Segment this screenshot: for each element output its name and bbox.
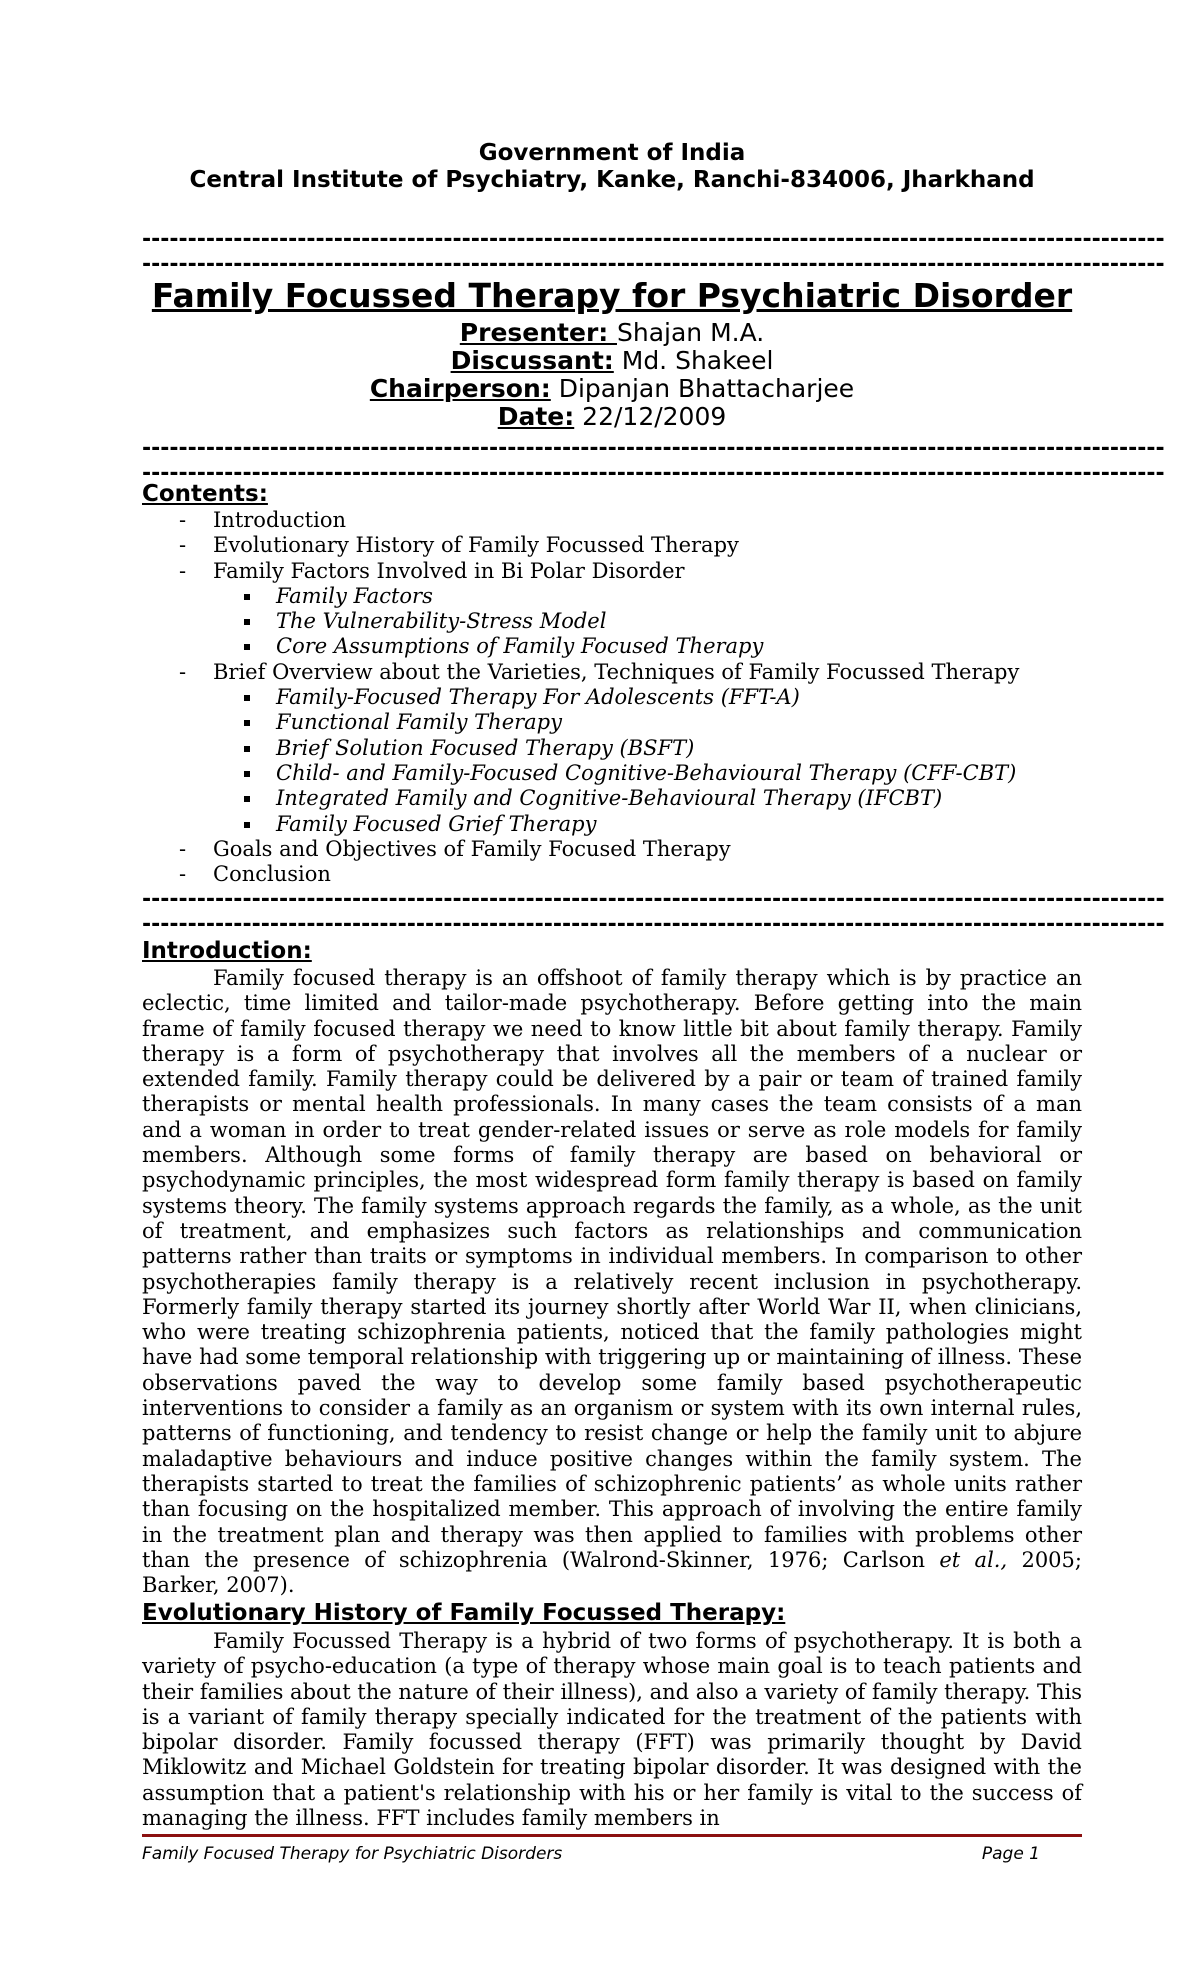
contents-subitem-label: Family-Focused Therapy For Adolescents (FFT-A)	[276, 685, 800, 710]
presenter-value: Shajan M.A.	[616, 318, 765, 347]
square-bullet-icon	[244, 695, 250, 701]
square-bullet-icon	[244, 594, 250, 600]
page-footer	[142, 1844, 1082, 1864]
contents-subitem-label: Child- and Family-Focused Cognitive-Behavioural Therapy (CFF-CBT)	[276, 760, 1017, 785]
square-bullet-icon	[244, 720, 250, 726]
footer-page-number: Page 1	[981, 1844, 1040, 1864]
introduction-paragraph	[142, 966, 1082, 1598]
presenter-label: Presenter:	[459, 318, 617, 347]
contents-item-label: Brief Overview about the Varieties, Techniques of Family Focussed Therapy	[213, 659, 1020, 684]
contents-item	[142, 761, 1082, 786]
square-bullet-icon	[244, 746, 250, 752]
separator-1b: ----------------------------------------------------------------------------------------------------------------	[142, 252, 1165, 277]
page-title: Family Focussed Therapy for Psychiatric Disorder	[151, 276, 1073, 315]
contents-item	[142, 533, 1082, 558]
contents-item	[142, 786, 1082, 811]
separator-3a: ----------------------------------------------------------------------------------------------------------------	[142, 887, 1165, 912]
contents-subitem-label: Brief Solution Focused Therapy (BSFT)	[276, 735, 695, 760]
contents-subitem-label: Functional Family Therapy	[276, 710, 562, 735]
contents-item	[142, 862, 1082, 887]
dash-bullet: -	[179, 836, 187, 861]
chairperson-value: Dipanjan Bhattacharjee	[550, 374, 855, 403]
contents-item	[142, 837, 1082, 862]
evolution-text: Family Focussed Therapy is a hybrid of two forms of psychotherapy. It is both a variety of psycho-education (a type of therapy whose main goal is to teach patients and their families about the nature of their illness), and also a variety of family therapy. This is a variant of family therapy specially indicated for the treatment of the patients with bipolar disorder. Family focussed therapy (FFT) was primarily thought by David Miklowitz and Michael Goldstein for treating bipolar disorder. It was designed with the assumption that a patient's relationship with his or her family is vital to the success of managing the illness. FFT includes family members in	[142, 1629, 1082, 1831]
presenter-line	[142, 318, 1082, 347]
separator-2b: ----------------------------------------------------------------------------------------------------------------	[142, 461, 1165, 486]
contents-item	[142, 584, 1082, 609]
square-bullet-icon	[244, 644, 250, 650]
square-bullet-icon	[244, 619, 250, 625]
separator-3b: ----------------------------------------------------------------------------------------------------------------	[142, 912, 1165, 937]
square-bullet-icon	[244, 771, 250, 777]
contents-subitem-label: Family Factors	[276, 583, 433, 608]
contents-item	[142, 685, 1082, 710]
contents-subitem-label: Family Focused Grief Therapy	[276, 811, 597, 836]
contents-item	[142, 609, 1082, 634]
contents-item	[142, 559, 1082, 584]
contents-item-label: Family Factors Involved in Bi Polar Disorder	[213, 558, 685, 583]
contents-list	[142, 508, 1082, 887]
header-institute: Central Institute of Psychiatry, Kanke, Ranchi-834006, Jharkhand	[189, 167, 1035, 193]
footer-divider	[142, 1834, 1082, 1837]
contents-item	[142, 710, 1082, 735]
dash-bullet: -	[179, 659, 187, 684]
dash-bullet: -	[179, 558, 187, 583]
date-label: Date:	[497, 402, 575, 431]
square-bullet-icon	[244, 796, 250, 802]
discussant-value: Md. Shakeel	[613, 346, 774, 375]
introduction-text-2: 2005; Barker, 2007).	[142, 1547, 1082, 1598]
introduction-heading: Introduction:	[142, 938, 312, 964]
contents-item	[142, 634, 1082, 659]
dash-bullet: -	[179, 533, 187, 558]
chairperson-line	[142, 374, 1082, 403]
contents-item	[142, 508, 1082, 533]
contents-subitem-label: Integrated Family and Cognitive-Behavioural Therapy (IFCBT)	[276, 786, 943, 811]
separator-1a: ----------------------------------------------------------------------------------------------------------------	[142, 227, 1165, 252]
square-bullet-icon	[244, 822, 250, 828]
evolution-paragraph	[142, 1629, 1082, 1831]
dash-bullet: -	[179, 862, 187, 887]
contents-item-label: Conclusion	[213, 862, 331, 887]
dash-bullet: -	[179, 508, 187, 532]
contents-item	[142, 812, 1082, 837]
footer-title: Family Focused Therapy for Psychiatric Disorders	[142, 1844, 563, 1864]
discussant-line	[142, 346, 1082, 375]
contents-item-label: Introduction	[213, 508, 346, 532]
contents-item	[142, 736, 1082, 761]
date-line	[142, 402, 1082, 431]
contents-heading: Contents:	[142, 481, 268, 507]
contents-item-label: Goals and Objectives of Family Focused Therapy	[213, 836, 731, 861]
evolution-heading: Evolutionary History of Family Focussed Therapy:	[142, 1600, 786, 1626]
separator-2a: ----------------------------------------------------------------------------------------------------------------	[142, 436, 1165, 461]
contents-item	[142, 660, 1082, 685]
contents-subitem-label: Core Assumptions of Family Focused Therapy	[276, 634, 764, 659]
chairperson-label: Chairperson:	[369, 374, 551, 403]
contents-subitem-label: The Vulnerability-Stress Model	[276, 609, 607, 634]
introduction-text-1: Family focused therapy is an offshoot of family therapy which is by practice an eclectic, time limited and tailor-made psychotherapy. Before getting into the main frame of family focused therapy we need to know little bit about family therapy. Family therapy is a form of psychotherapy that involves all the members of a nuclear or extended family. Family therapy could be delivered by a pair or team of trained family therapists or mental health professionals. In many cases the team consists of a man and a woman in order to treat gender-related issues or serve as role models for family members. Although some forms of family therapy are based on behavioral or psychodynamic principles, the most widespread form family therapy is based on family systems theory. The family systems approach regards the family, as a whole, as the unit of treatment, and emphasizes such factors as relationships and communication patterns rather than traits or symptoms in individual members. In comparison to other psychotherapies family therapy is a relatively recent inclusion in psychotherapy. Formerly family therapy started its journey shortly after World War II, when clinicians, who were treating schizophrenia patients, noticed that the family pathologies might have had some temporal relationship with triggering up or maintaining of illness. These observations paved the way to develop some family based psychotherapeutic interventions to consider a family as an organism or system with its own internal rules, patterns of functioning, and tendency to resist change or help the family unit to abjure maladaptive behaviours and induce positive changes within the family system. The therapists started to treat the families of schizophrenic patients’ as whole units rather than focusing on the hospitalized member. This approach of involving the entire family in the treatment plan and therapy was then applied to families with problems other than the presence of schizophrenia (Walrond-Skinner, 1976; Carlson	[142, 966, 1082, 1572]
date-value: 22/12/2009	[574, 402, 727, 431]
contents-item-label: Evolutionary History of Family Focussed Therapy	[213, 533, 739, 558]
header-government: Government of India	[478, 140, 746, 166]
discussant-label: Discussant:	[450, 346, 614, 375]
introduction-etal: et al.,	[939, 1547, 1008, 1572]
